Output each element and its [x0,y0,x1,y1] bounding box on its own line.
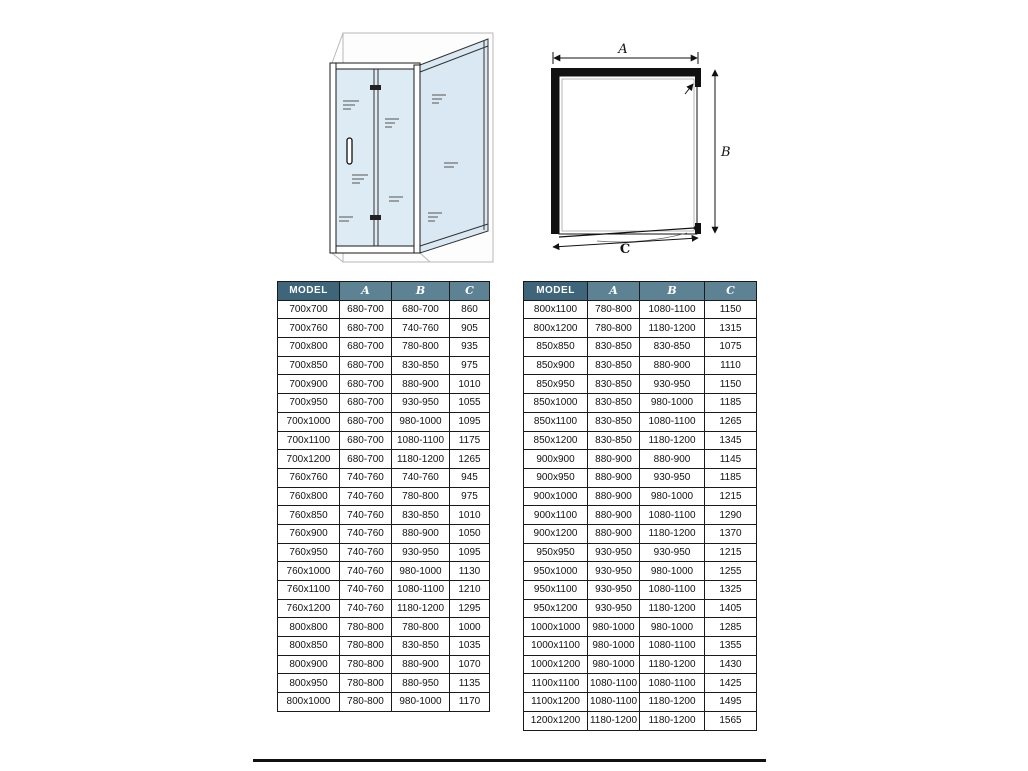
c-cell: 1315 [705,319,757,338]
header-model: MODEL [524,282,588,301]
table-row [278,468,490,487]
model-cell: 760x760 [278,468,340,487]
a-cell: 880-900 [588,506,640,525]
b-cell: 780-800 [392,487,450,506]
a-cell: 740-760 [340,487,392,506]
b-cell: 880-950 [392,674,450,693]
a-cell: 980-1000 [588,618,640,637]
table-row [278,506,490,525]
table-row [524,637,757,656]
model-cell: 700x760 [278,319,340,338]
model-cell: 900x900 [524,450,588,469]
table-header-row [278,282,490,301]
b-cell: 780-800 [392,618,450,637]
a-cell: 830-850 [588,356,640,375]
model-cell: 1100x1200 [524,693,588,712]
b-cell: 830-850 [392,637,450,656]
a-cell: 680-700 [340,356,392,375]
table-row [278,487,490,506]
table-row [524,375,757,394]
size-table-right-body [524,300,757,730]
a-cell: 780-800 [588,300,640,319]
table-row [278,637,490,656]
model-cell: 800x800 [278,618,340,637]
model-cell: 700x1000 [278,412,340,431]
c-cell: 1010 [450,375,490,394]
b-cell: 980-1000 [640,562,705,581]
a-cell: 780-800 [340,655,392,674]
table-row [278,338,490,357]
b-cell: 1080-1100 [640,506,705,525]
table-row [524,319,757,338]
a-cell: 930-950 [588,562,640,581]
wall-profiles [551,68,701,234]
header-c: C [450,282,490,301]
c-cell: 935 [450,338,490,357]
a-cell: 680-700 [340,338,392,357]
table-row [278,562,490,581]
model-cell: 1200x1200 [524,711,588,730]
a-cell: 880-900 [588,524,640,543]
table-row [524,412,757,431]
a-cell: 680-700 [340,412,392,431]
table-row [278,319,490,338]
a-cell: 780-800 [340,674,392,693]
table-row [278,581,490,600]
dimension-a-label: A [618,42,628,57]
table-row [278,356,490,375]
a-cell: 740-760 [340,581,392,600]
header-a: A [340,282,392,301]
model-cell: 900x950 [524,468,588,487]
table-row [278,693,490,712]
header-b: B [640,282,705,301]
header-b: B [392,282,450,301]
b-cell: 780-800 [392,338,450,357]
c-cell: 1215 [705,487,757,506]
b-cell: 830-850 [392,356,450,375]
model-cell: 850x950 [524,375,588,394]
model-cell: 800x1000 [278,693,340,712]
table-row [278,655,490,674]
b-cell: 1080-1100 [640,412,705,431]
a-cell: 1180-1200 [588,711,640,730]
model-cell: 760x1100 [278,581,340,600]
a-cell: 740-760 [340,543,392,562]
model-cell: 760x850 [278,506,340,525]
c-cell: 1265 [450,450,490,469]
table-row [524,356,757,375]
c-cell: 1070 [450,655,490,674]
b-cell: 880-900 [392,524,450,543]
b-cell: 830-850 [640,338,705,357]
c-cell: 945 [450,468,490,487]
a-cell: 1080-1100 [588,674,640,693]
c-cell: 1050 [450,524,490,543]
model-cell: 1000x1000 [524,618,588,637]
b-cell: 1180-1200 [640,693,705,712]
b-cell: 980-1000 [392,693,450,712]
a-cell: 780-800 [340,637,392,656]
c-cell: 1185 [705,468,757,487]
b-cell: 1180-1200 [640,711,705,730]
b-cell: 930-950 [392,543,450,562]
c-cell: 1185 [705,394,757,413]
c-cell: 975 [450,356,490,375]
model-cell: 950x950 [524,543,588,562]
b-cell: 930-950 [640,543,705,562]
table-row [524,543,757,562]
a-cell: 880-900 [588,450,640,469]
model-cell: 700x1200 [278,450,340,469]
b-cell: 930-950 [640,375,705,394]
table-row [524,394,757,413]
table-row [524,468,757,487]
a-cell: 780-800 [588,319,640,338]
table-row [524,431,757,450]
model-cell: 760x1200 [278,599,340,618]
model-cell: 760x950 [278,543,340,562]
model-cell: 900x1200 [524,524,588,543]
c-cell: 1130 [450,562,490,581]
plan-view-drawing [537,40,737,255]
c-cell: 1170 [450,693,490,712]
model-cell: 950x1000 [524,562,588,581]
b-cell: 1080-1100 [640,637,705,656]
c-cell: 1495 [705,693,757,712]
model-cell: 800x1200 [524,319,588,338]
b-cell: 880-900 [392,655,450,674]
header-c: C [705,282,757,301]
table-row [524,338,757,357]
b-cell: 980-1000 [392,412,450,431]
shower-enclosure-3d-drawing [248,25,503,273]
table-row [524,655,757,674]
c-cell: 1150 [705,375,757,394]
a-cell: 830-850 [588,394,640,413]
c-cell: 1145 [705,450,757,469]
model-cell: 1000x1200 [524,655,588,674]
c-cell: 1175 [450,431,490,450]
table-row [524,711,757,730]
b-cell: 740-760 [392,319,450,338]
b-cell: 1180-1200 [392,599,450,618]
c-cell: 1255 [705,562,757,581]
b-cell: 1080-1100 [640,300,705,319]
c-cell: 1355 [705,637,757,656]
table-row [524,487,757,506]
b-cell: 1180-1200 [640,319,705,338]
model-cell: 950x1200 [524,599,588,618]
table-row [278,674,490,693]
table-row [524,562,757,581]
a-cell: 1080-1100 [588,693,640,712]
model-cell: 850x1100 [524,412,588,431]
b-cell: 980-1000 [640,618,705,637]
a-cell: 680-700 [340,431,392,450]
b-cell: 1080-1100 [640,674,705,693]
a-cell: 680-700 [340,394,392,413]
dimension-c-label: C [619,242,631,255]
model-cell: 850x1200 [524,431,588,450]
header-model: MODEL [278,282,340,301]
b-cell: 880-900 [392,375,450,394]
model-cell: 760x1000 [278,562,340,581]
c-cell: 1095 [450,543,490,562]
b-cell: 880-900 [640,356,705,375]
c-cell: 1010 [450,506,490,525]
table-row [524,524,757,543]
b-cell: 1180-1200 [640,599,705,618]
table-row [278,375,490,394]
c-cell: 1370 [705,524,757,543]
c-cell: 1135 [450,674,490,693]
model-cell: 1000x1100 [524,637,588,656]
model-cell: 900x1100 [524,506,588,525]
c-cell: 1405 [705,599,757,618]
model-cell: 760x800 [278,487,340,506]
c-cell: 1035 [450,637,490,656]
b-cell: 930-950 [640,468,705,487]
a-cell: 740-760 [340,468,392,487]
model-cell: 850x850 [524,338,588,357]
table-row [524,581,757,600]
c-cell: 905 [450,319,490,338]
a-cell: 980-1000 [588,637,640,656]
model-cell: 900x1000 [524,487,588,506]
a-cell: 830-850 [588,431,640,450]
c-cell: 1095 [450,412,490,431]
a-cell: 880-900 [588,468,640,487]
table-row [278,524,490,543]
a-cell: 980-1000 [588,655,640,674]
a-cell: 740-760 [340,562,392,581]
b-cell: 1180-1200 [640,524,705,543]
c-cell: 975 [450,487,490,506]
b-cell: 1180-1200 [640,431,705,450]
size-table-right [523,281,757,731]
c-cell: 1285 [705,618,757,637]
table-row [278,543,490,562]
c-cell: 1000 [450,618,490,637]
table-row [278,300,490,319]
a-cell: 830-850 [588,375,640,394]
table-row [278,450,490,469]
table-row [278,412,490,431]
c-cell: 1325 [705,581,757,600]
a-cell: 930-950 [588,599,640,618]
c-cell: 1430 [705,655,757,674]
b-cell: 740-760 [392,468,450,487]
c-cell: 1265 [705,412,757,431]
a-cell: 930-950 [588,543,640,562]
table-row [524,618,757,637]
a-cell: 680-700 [340,375,392,394]
c-cell: 1075 [705,338,757,357]
b-cell: 1080-1100 [640,581,705,600]
table-row [524,674,757,693]
enclosure-glass-outline [559,76,697,234]
table-row [524,506,757,525]
c-cell: 1295 [450,599,490,618]
model-cell: 850x1000 [524,394,588,413]
model-cell: 950x1100 [524,581,588,600]
model-cell: 1100x1100 [524,674,588,693]
model-cell: 700x700 [278,300,340,319]
adjust-arrow [685,84,693,94]
table-row [278,599,490,618]
c-cell: 1110 [705,356,757,375]
model-cell: 850x900 [524,356,588,375]
c-cell: 1565 [705,711,757,730]
b-cell: 1080-1100 [392,581,450,600]
a-cell: 740-760 [340,599,392,618]
model-cell: 800x850 [278,637,340,656]
a-cell: 880-900 [588,487,640,506]
table-row [278,394,490,413]
footer-rule [253,759,766,762]
model-cell: 700x800 [278,338,340,357]
c-cell: 860 [450,300,490,319]
c-cell: 1345 [705,431,757,450]
table-row [278,431,490,450]
b-cell: 830-850 [392,506,450,525]
c-cell: 1425 [705,674,757,693]
b-cell: 1080-1100 [392,431,450,450]
b-cell: 1180-1200 [640,655,705,674]
c-cell: 1150 [705,300,757,319]
c-cell: 1215 [705,543,757,562]
a-cell: 780-800 [340,693,392,712]
model-cell: 700x850 [278,356,340,375]
table-row [278,618,490,637]
a-cell: 680-700 [340,319,392,338]
model-cell: 800x950 [278,674,340,693]
model-cell: 700x1100 [278,431,340,450]
table-row [524,693,757,712]
a-cell: 740-760 [340,506,392,525]
header-a: A [588,282,640,301]
model-cell: 760x900 [278,524,340,543]
size-table-left [277,281,490,712]
b-cell: 880-900 [640,450,705,469]
b-cell: 980-1000 [392,562,450,581]
c-cell: 1210 [450,581,490,600]
a-cell: 830-850 [588,412,640,431]
table-row [524,300,757,319]
c-cell: 1055 [450,394,490,413]
a-cell: 780-800 [340,618,392,637]
a-cell: 740-760 [340,524,392,543]
a-cell: 930-950 [588,581,640,600]
dimension-b-label: B [721,145,731,160]
model-cell: 800x900 [278,655,340,674]
a-cell: 680-700 [340,300,392,319]
model-cell: 700x900 [278,375,340,394]
b-cell: 980-1000 [640,487,705,506]
c-cell: 1290 [705,506,757,525]
size-table-left-body [278,300,490,711]
table-row [524,599,757,618]
b-cell: 1180-1200 [392,450,450,469]
a-cell: 830-850 [588,338,640,357]
a-cell: 680-700 [340,450,392,469]
model-cell: 700x950 [278,394,340,413]
table-header-row [524,282,757,301]
b-cell: 980-1000 [640,394,705,413]
b-cell: 680-700 [392,300,450,319]
door-handle [347,138,352,164]
b-cell: 930-950 [392,394,450,413]
model-cell: 800x1100 [524,300,588,319]
table-row [524,450,757,469]
